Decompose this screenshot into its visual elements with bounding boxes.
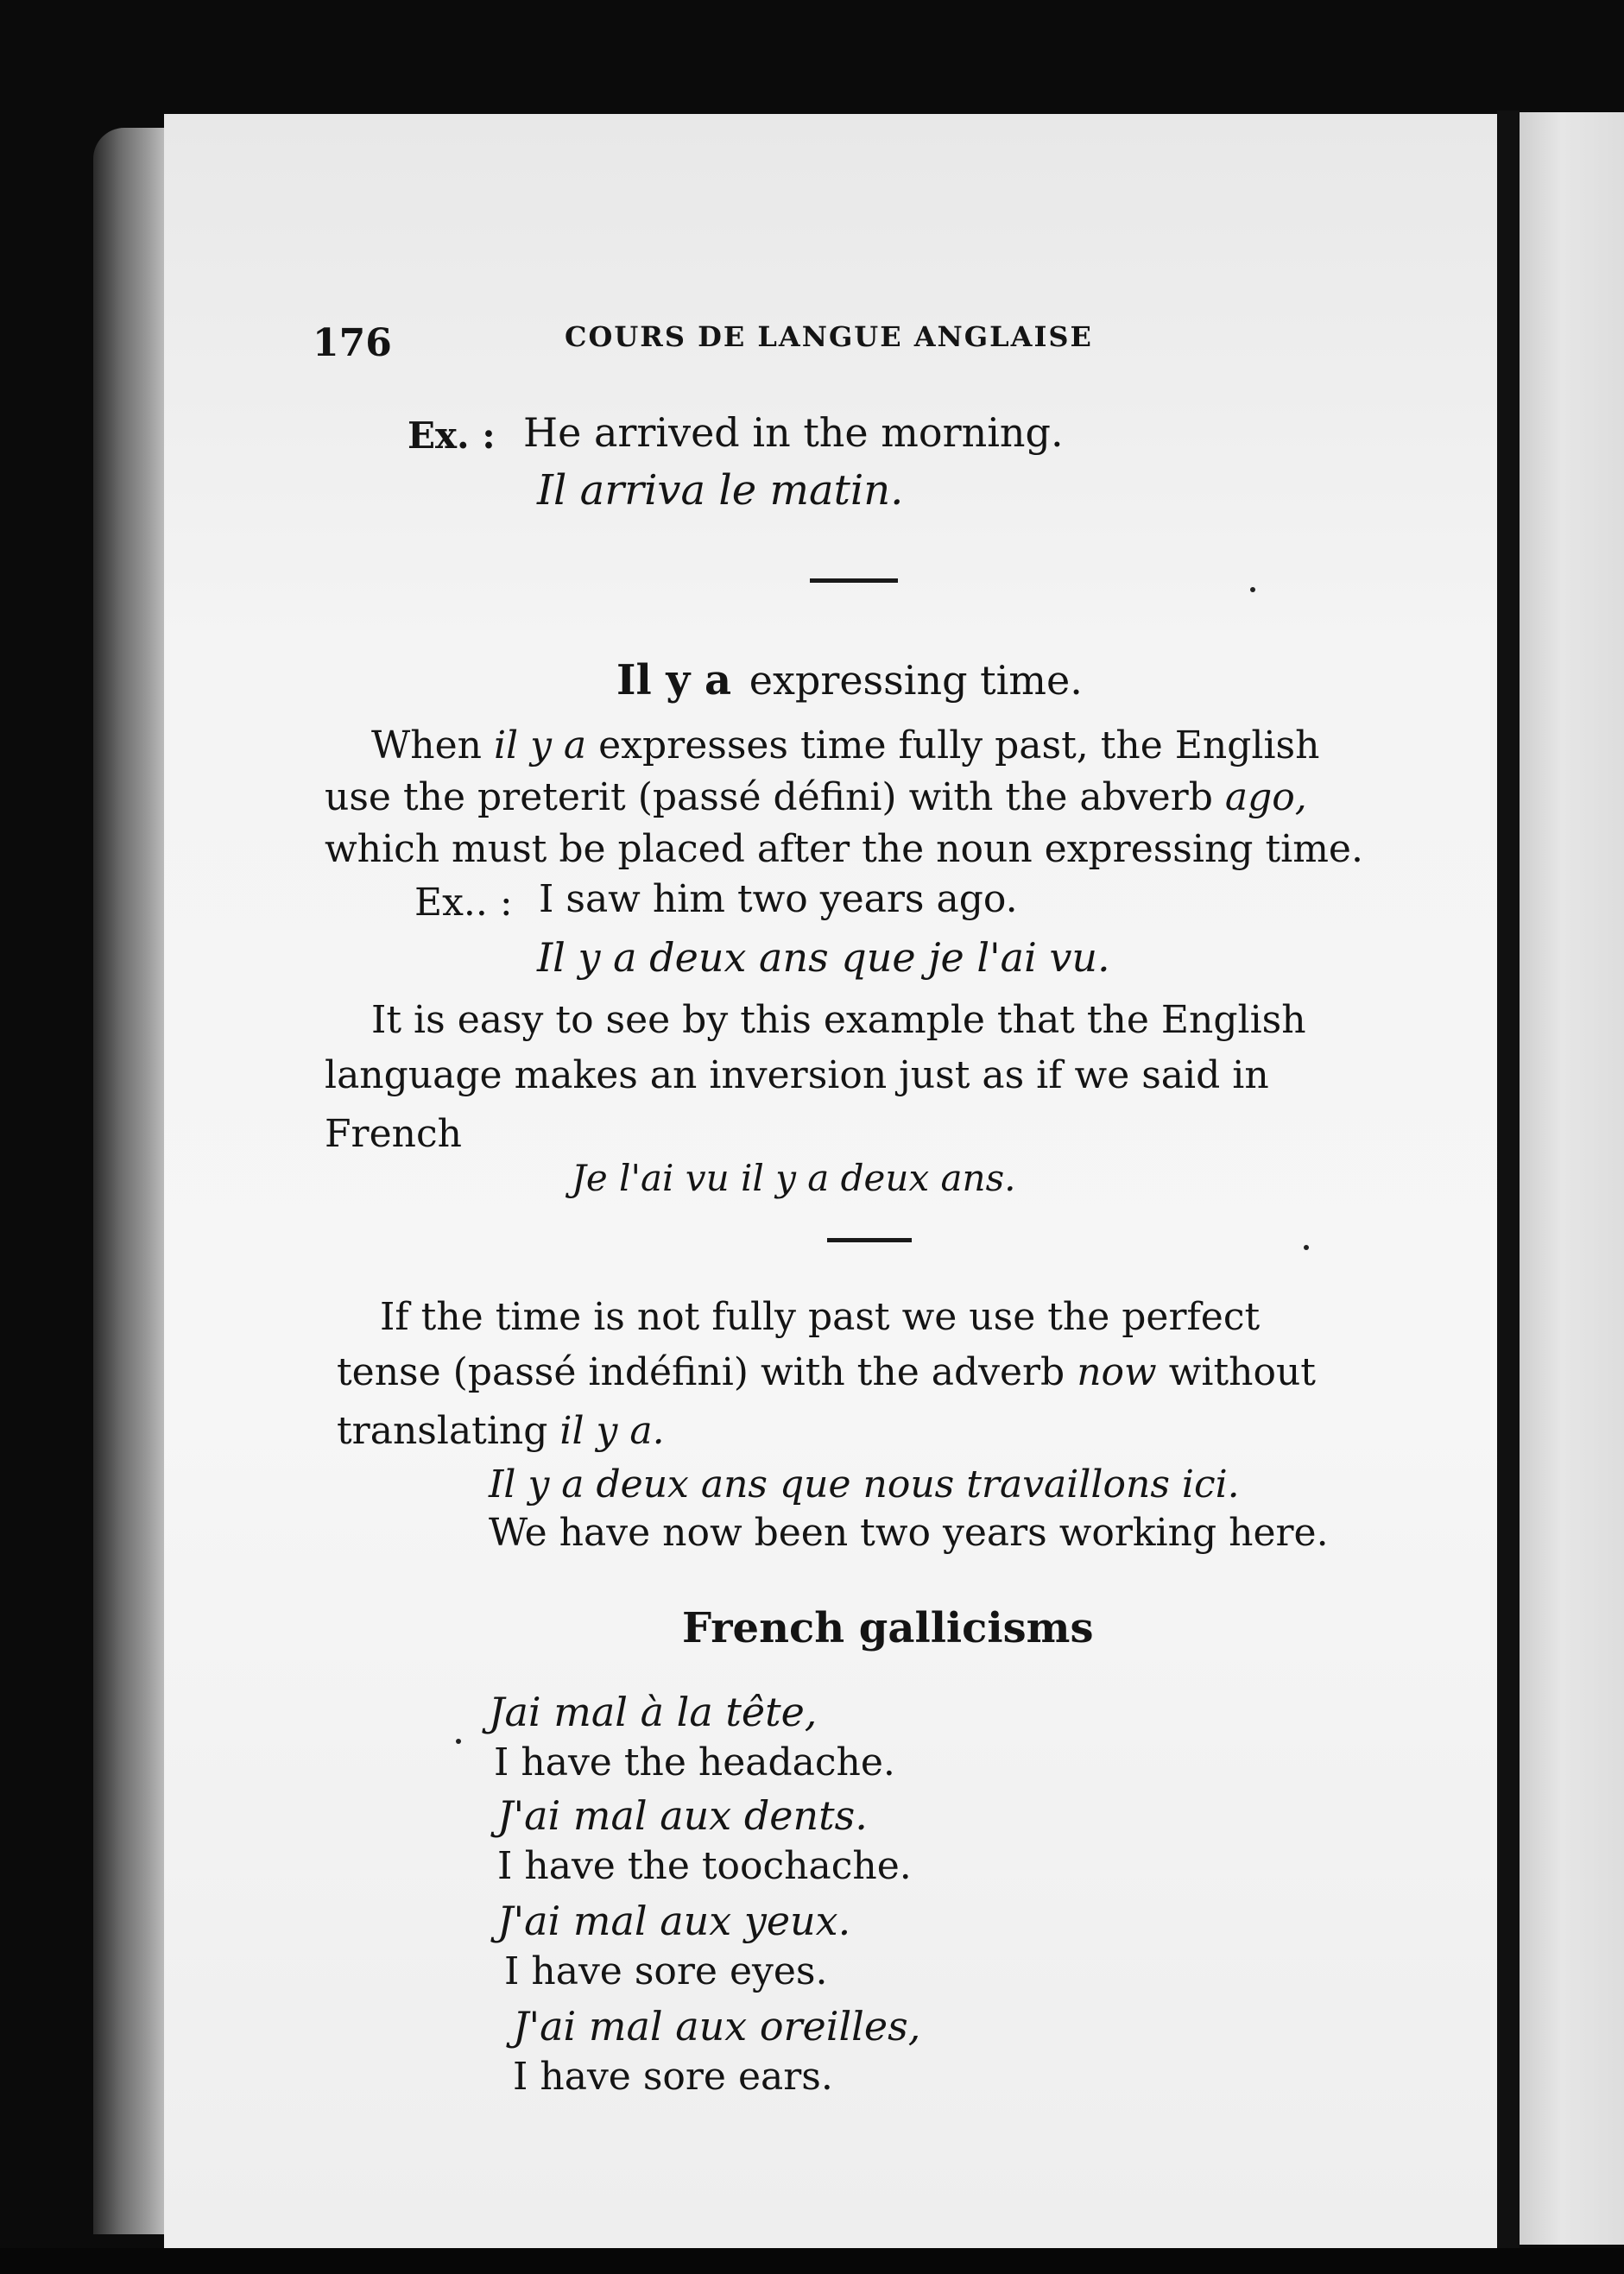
running-title: COURS DE LANGUE ANGLAISE: [565, 320, 1093, 353]
facing-page-edge: [1520, 112, 1624, 2245]
example-1-french: Il arriva le matin.: [537, 466, 904, 515]
scan-speck: [1250, 587, 1255, 592]
section-divider-1: [810, 578, 898, 583]
paragraph-2-line-1: It is easy to see by this example that the English: [371, 998, 1306, 1042]
gallicism-french-2: J'ai mal aux dents.: [497, 1792, 868, 1839]
section-heading-il-y-a: [616, 656, 1083, 704]
gallicism-french-4: J'ai mal aux oreilles,: [513, 2003, 921, 2050]
gallicism-english-2: I have the toochache.: [497, 1844, 912, 1888]
example-2-prefix: Ex.. :: [414, 881, 513, 925]
paragraph-3-line-1: If the time is not fully past we use the perfect: [380, 1295, 1261, 1339]
text-run: tense (passé indéfini) with the adverb: [337, 1350, 1077, 1394]
example-2-french: Il y a deux ans que je l'ai vu.: [537, 934, 1110, 981]
gallicism-french-3: J'ai mal aux yeux.: [497, 1898, 851, 1944]
example-2-english: I saw him two years ago.: [539, 877, 1018, 921]
gallicism-english-1: I have the headache.: [494, 1740, 895, 1784]
example-3-english: We have now been two years working here.: [489, 1511, 1329, 1555]
section-divider-2: [827, 1238, 912, 1242]
paragraph-1-line-1: [371, 723, 1320, 767]
italic-run: ago,: [1224, 775, 1307, 819]
heading-bold-part: Il y a: [616, 656, 732, 704]
gallicism-english-3: I have sore eyes.: [504, 1949, 828, 1993]
text-run: expresses time fully past, the English: [586, 723, 1320, 767]
paragraph-3-line-2: [337, 1350, 1316, 1394]
paragraph-2-line-2: language makes an inversion just as if we said in: [325, 1053, 1269, 1097]
text-run: When: [371, 723, 494, 767]
italic-run: il y a: [493, 723, 587, 767]
example-1-prefix: Ex. :: [408, 414, 496, 457]
page-gutter: [1497, 111, 1520, 2252]
book-spine: [93, 128, 171, 2234]
example-1-english: He arrived in the morning.: [523, 409, 1064, 456]
italic-run: il y a.: [559, 1409, 665, 1453]
example-3-french: Il y a deux ans que nous travaillons ici.: [489, 1462, 1240, 1507]
paragraph-1-line-2: [325, 775, 1307, 819]
scan-speck: [1304, 1245, 1309, 1250]
page-number: 176: [313, 321, 392, 365]
gallicisms-heading: French gallicisms: [682, 1604, 1094, 1652]
text-run: translating: [337, 1409, 560, 1453]
gallicism-english-4: I have sore ears.: [513, 2055, 833, 2099]
scan-bottom-border: [0, 2248, 1624, 2274]
italic-run: now: [1077, 1350, 1157, 1394]
paragraph-2-line-3: French: [325, 1112, 462, 1156]
gallicism-french-1: Jai mal à la tête,: [489, 1689, 818, 1735]
paragraph-3-line-3: [337, 1409, 665, 1453]
heading-rest-part: expressing time.: [749, 657, 1083, 704]
paragraph-2-french: Je l'ai vu il y a deux ans.: [572, 1157, 1016, 1199]
paragraph-1-line-3: which must be placed after the noun expressing time.: [325, 827, 1363, 871]
text-run: without: [1156, 1350, 1316, 1394]
text-run: use the preterit (passé défini) with the abverb: [325, 775, 1225, 819]
scan-speck: [456, 1739, 461, 1744]
